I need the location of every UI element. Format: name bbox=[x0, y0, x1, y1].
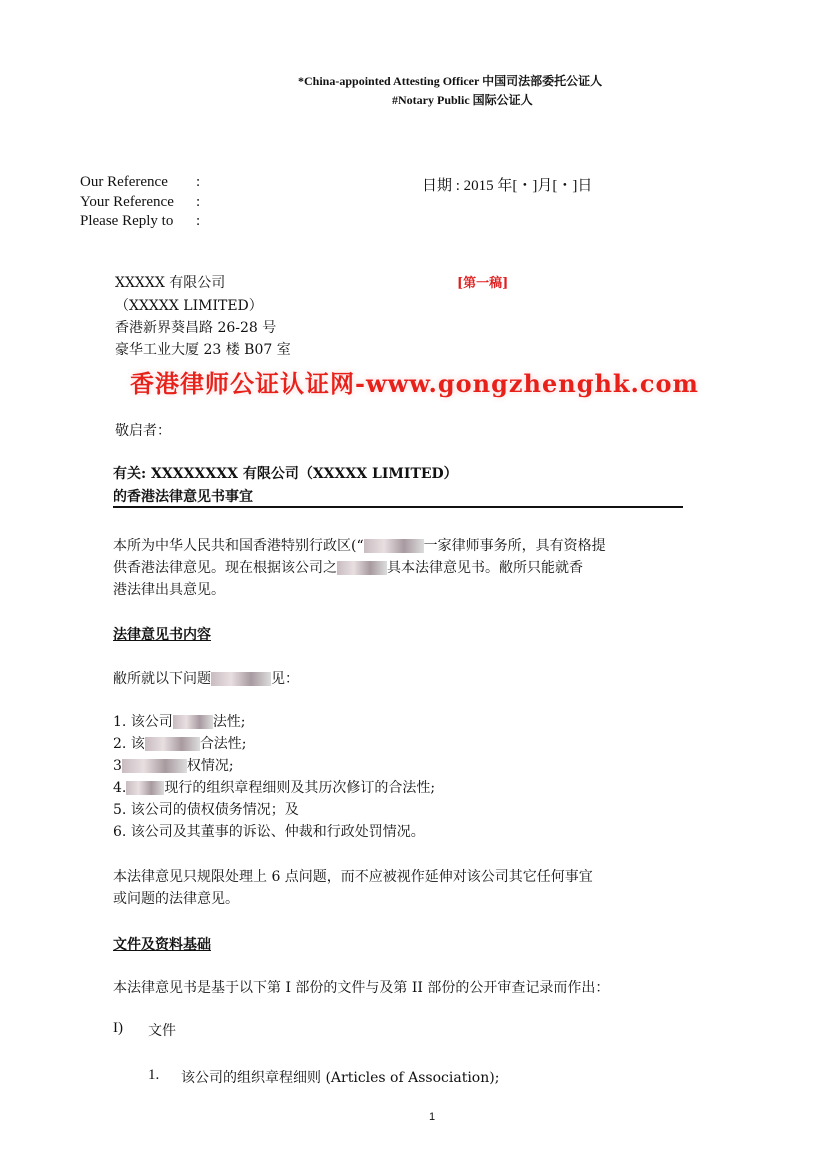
para1-text: 一家律师事务所，具有资格提 bbox=[423, 538, 606, 554]
item-text: 4. bbox=[113, 780, 127, 796]
para1-text: 供香港法律意见。现在根据该公司之 bbox=[113, 560, 337, 576]
subject-line1: 有关: XXXXXXXX 有限公司（XXXXX LIMITED） bbox=[113, 466, 458, 482]
address-line: （XXXXX LIMITED） bbox=[115, 298, 263, 314]
limit-line2: 或问题的法律意见。 bbox=[113, 891, 239, 907]
list-item: 5. 该公司的债权债务情况；及 bbox=[113, 802, 299, 818]
section-heading: 法律意见书内容 bbox=[113, 627, 211, 643]
para1-text: 具本法律意见书。敝所只能就香 bbox=[387, 560, 583, 576]
intro-text: 敝所就以下问题 bbox=[113, 671, 211, 687]
your-reference: Your Reference bbox=[80, 194, 174, 210]
part-label: 文件 bbox=[148, 1023, 176, 1039]
intro bbox=[113, 668, 299, 688]
date: 日期 : 2015 年[・]月[・]日 bbox=[422, 178, 593, 194]
redacted-text bbox=[126, 781, 164, 795]
list-item: 6. 该公司及其董事的诉讼、仲裁和行政处罚情况。 bbox=[113, 824, 425, 840]
our-reference: Our Reference bbox=[80, 174, 168, 190]
item-text: 3 bbox=[113, 758, 122, 774]
item-text: 1. 该公司 bbox=[113, 714, 173, 730]
address-line: 豪华工业大厦 23 楼 B07 室 bbox=[115, 342, 291, 358]
item-text: 现行的组织章程细则及其历次修订的合法性; bbox=[164, 780, 436, 796]
item-text: 合法性; bbox=[199, 736, 247, 752]
para1-line2 bbox=[113, 557, 583, 577]
watermark: 香港律师公证认证网-www.gongzhenghk.com bbox=[130, 369, 699, 398]
para1-text: 本所为中华人民共和国香港特别行政区(“ bbox=[113, 538, 364, 554]
para1-line1 bbox=[113, 535, 606, 555]
doc-number: 1. bbox=[148, 1067, 160, 1083]
header-line1: *China-appointed Attesting Officer 中国司法部委托公证人 bbox=[298, 74, 603, 88]
address-line: XXXXX 有限公司 bbox=[115, 275, 226, 291]
ref-sep: : bbox=[196, 213, 201, 229]
part-number: I) bbox=[113, 1020, 123, 1036]
item-text: 权情况; bbox=[186, 758, 234, 774]
redacted-text bbox=[337, 561, 387, 575]
redacted-text bbox=[211, 672, 271, 686]
header-line2: #Notary Public 国际公证人 bbox=[392, 93, 533, 107]
redacted-text bbox=[122, 759, 187, 773]
salutation: 敬启者： bbox=[115, 423, 171, 439]
please-reply-to: Please Reply to bbox=[80, 213, 174, 229]
list-item bbox=[113, 733, 247, 753]
section-heading: 文件及资料基础 bbox=[113, 937, 211, 953]
ref-sep: : bbox=[196, 174, 201, 190]
item-text: 2. 该 bbox=[113, 736, 145, 752]
subject-line2: 的香港法律意见书事宜 bbox=[113, 489, 253, 505]
para1-line3: 港法律出具意见。 bbox=[113, 582, 225, 598]
item-text: 法性; bbox=[212, 714, 246, 730]
list-item bbox=[113, 711, 246, 731]
limit-line1: 本法律意见只规限处理上 6 点问题，而不应被视作延伸对该公司其它任何事宜 bbox=[113, 869, 593, 885]
redacted-text bbox=[364, 539, 424, 553]
page-number: 1 bbox=[429, 1111, 436, 1123]
list-item bbox=[113, 755, 234, 775]
intro-text: 见： bbox=[271, 671, 299, 687]
ref-sep: : bbox=[196, 194, 201, 210]
list-item bbox=[113, 777, 435, 797]
subject-rule bbox=[113, 506, 683, 508]
address-line: 香港新界葵昌路 26-28 号 bbox=[115, 320, 277, 336]
basis: 本法律意见书是基于以下第 I 部份的文件与及第 II 部份的公开审查记录而作出： bbox=[113, 980, 610, 996]
doc-text: 该公司的组织章程细则 (Articles of Association); bbox=[181, 1070, 500, 1086]
redacted-text bbox=[173, 715, 213, 729]
redacted-text bbox=[145, 737, 200, 751]
draft-label: [第一稿] bbox=[457, 276, 509, 291]
